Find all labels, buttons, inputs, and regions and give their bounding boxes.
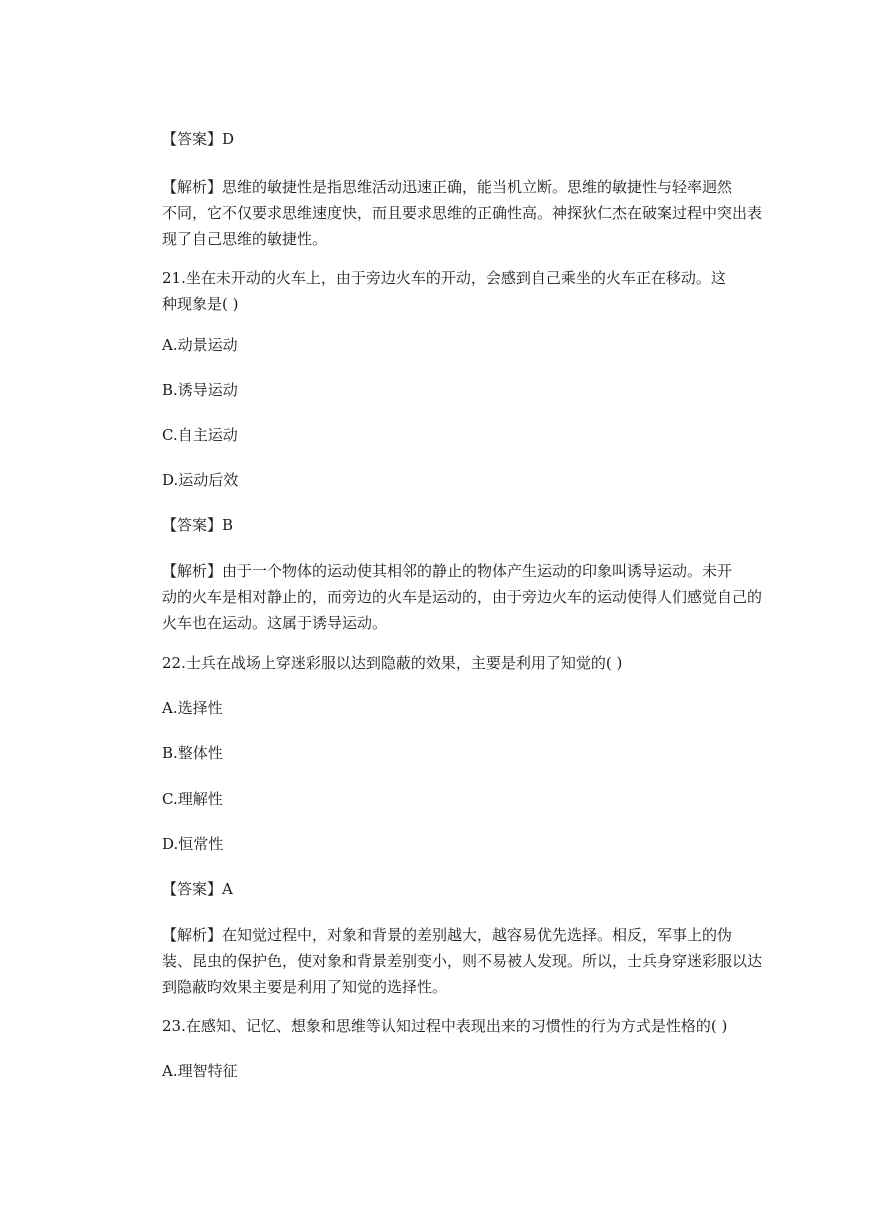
- analysis-line: 现了自己思维的敏捷性。: [162, 230, 328, 248]
- question-22-answer: 【答案】A: [162, 880, 233, 898]
- question-21-option-d: D.运动后效: [162, 471, 239, 489]
- question-21-option-c: C.自主运动: [162, 426, 238, 444]
- analysis-line: 【解析】由于一个物体的运动使其相邻的静止的物体产生运动的印象叫诱导运动。未开: [162, 562, 733, 580]
- question-21-answer: 【答案】B: [162, 516, 234, 534]
- analysis-line: 【解析】在知觉过程中，对象和背景的差别越大，越容易优先选择。相反，军事上的伪: [162, 926, 733, 944]
- question-22-stem: 22.士兵在战场上穿迷彩服以达到隐蔽的效果，主要是利用了知觉的( ): [162, 654, 623, 672]
- question-line: 21.坐在未开动的火车上，由于旁边火车的开动，会感到自己乘坐的火车正在移动。这: [162, 269, 726, 287]
- question-22-option-c: C.理解性: [162, 790, 223, 808]
- question-21-option-a: A.动景运动: [162, 336, 238, 354]
- analysis-line: 不同，它不仅要求思维速度快，而且要求思维的正确性高。神探狄仁杰在破案过程中突出表: [162, 204, 763, 222]
- question-22-option-d: D.恒常性: [162, 835, 224, 853]
- analysis-line: 火车也在运动。这属于诱导运动。: [162, 614, 388, 632]
- analysis-line: 到隐蔽昀效果主要是利用了知觉的选择性。: [162, 978, 448, 996]
- question-21-stem: [162, 265, 726, 317]
- question-line: 种现象是( ): [162, 295, 239, 313]
- question-22-option-b: B.整体性: [162, 744, 223, 762]
- question-23-option-a: A.理智特征: [162, 1062, 238, 1080]
- question-23-stem: 23.在感知、记忆、想象和思维等认知过程中表现出来的习惯性的行为方式是性格的( ): [162, 1017, 728, 1035]
- analysis-line: 动的火车是相对静止的，而旁边的火车是运动的，由于旁边火车的运动使得人们感觉自己的: [162, 588, 763, 606]
- question-22-option-a: A.选择性: [162, 699, 223, 717]
- analysis-line: 装、昆虫的保护色，使对象和背景差别变小，则不易被人发现。所以，士兵身穿迷彩服以达: [162, 952, 763, 970]
- analysis-line: 【解析】思维的敏捷性是指思维活动迅速正确，能当机立断。思维的敏捷性与轻率迥然: [162, 178, 733, 196]
- answer-label: 【答案】D: [162, 130, 235, 148]
- question-22-analysis: [162, 922, 763, 1000]
- question-21-analysis: [162, 558, 763, 636]
- analysis-paragraph: [162, 174, 763, 252]
- question-21-option-b: B.诱导运动: [162, 381, 238, 399]
